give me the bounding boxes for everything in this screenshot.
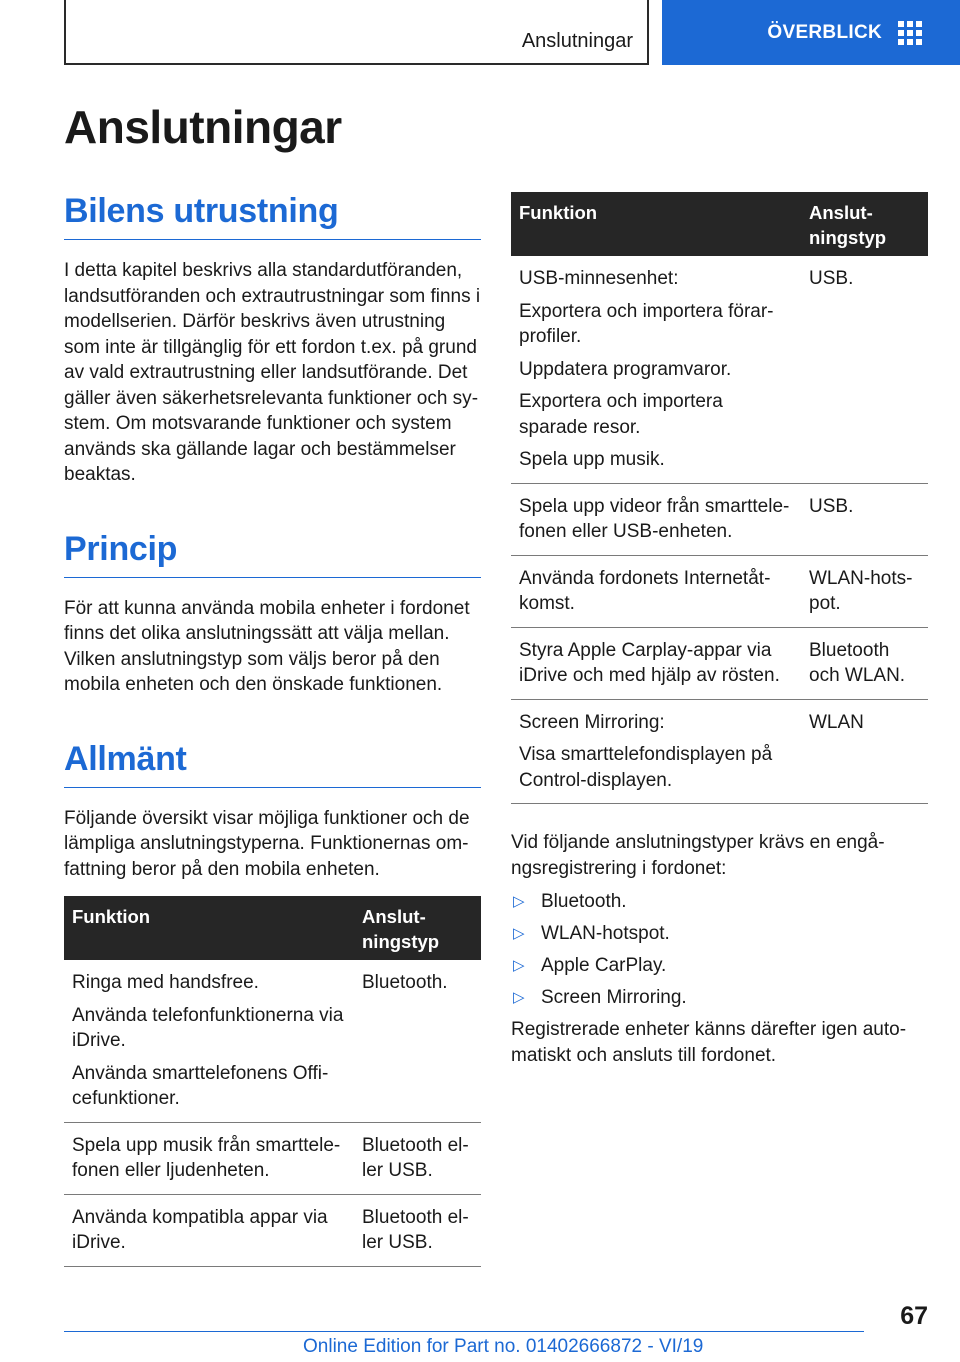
- header-section-label: Anslutningar: [521, 30, 633, 52]
- function-line: Exportera och importera sparade resor.: [519, 391, 723, 438]
- registration-intro: Vid följande anslutningstyper krävs en engångsregistrering i fordonet:: [511, 832, 885, 879]
- function-line: Visa smarttelefondisplayen på Control-displayen.: [519, 744, 773, 791]
- footer-edition-link[interactable]: Online Edition for Part no. 01402666872 - VI/19: [303, 1336, 704, 1357]
- left-column: [64, 192, 481, 1267]
- table-header-connection: Anslutningstyp: [354, 896, 481, 960]
- list-item: [511, 985, 928, 1010]
- function-line: Exportera och importera förarprofiler.: [519, 300, 774, 347]
- function-cell: [511, 483, 801, 555]
- table-header-function: Funktion: [64, 896, 354, 960]
- section-text-general: Följande översikt visar möjliga funktioner och de lämpliga anslutningstyperna. Funktionernas omfattning beror på den mobila enheten.: [64, 807, 470, 880]
- section-title-principle: Princip: [64, 530, 481, 578]
- page-number: 67: [900, 1302, 928, 1330]
- function-line: Använda telefonfunktionerna via iDrive.: [72, 1004, 344, 1051]
- function-line: Spela upp musik från smarttelefonen eller ljudenheten.: [72, 1134, 341, 1181]
- overview-label: ÖVERBLICK: [767, 21, 882, 43]
- list-item-label: Apple CarPlay.: [541, 955, 667, 976]
- function-cell: [64, 1194, 354, 1266]
- function-line: Styra Apple Carplay-appar via iDrive och med hjälp av rösten.: [519, 639, 780, 686]
- table-row: [511, 555, 928, 627]
- overview-button[interactable]: [662, 0, 960, 65]
- registration-list: [511, 889, 928, 1010]
- table-row: [511, 256, 928, 483]
- table-row: [511, 699, 928, 804]
- header-section-tab: [64, 0, 649, 65]
- right-column: [511, 192, 928, 1068]
- footer-divider: [64, 1331, 864, 1332]
- table-row: [64, 1122, 481, 1194]
- table-header-connection: Anslutningstyp: [801, 192, 928, 256]
- connection-cell: USB.: [801, 256, 928, 483]
- function-cell: [64, 1122, 354, 1194]
- function-line: Använda fordonets Internetåtkomst.: [519, 567, 771, 614]
- function-cell: [64, 960, 354, 1122]
- connection-cell: Bluetooth.: [354, 960, 481, 1122]
- table-row: [511, 483, 928, 555]
- list-item: [511, 921, 928, 946]
- function-line: Uppdatera programvaror.: [519, 358, 732, 380]
- function-line: Spela upp musik.: [519, 449, 665, 470]
- registration-outro: Registrerade enheter känns därefter igen automatiskt och ansluts till fordonet.: [511, 1019, 907, 1066]
- list-item-label: Screen Mirroring.: [541, 987, 687, 1008]
- section-title-equipment: Bilens utrustning: [64, 192, 481, 240]
- function-line: Ringa med handsfree.: [72, 972, 259, 993]
- connection-cell: Bluetooth eller USB.: [354, 1194, 481, 1266]
- triangle-right-icon: ▷: [513, 989, 525, 1006]
- function-line: Screen Mirroring:: [519, 711, 665, 733]
- function-cell: [511, 555, 801, 627]
- section-text-equipment: I detta kapitel beskrivs alla standardutföranden, landsutföranden och extrautrustningar som finns i modellserien. Därför beskrivs även utrustning som inte är tillgänglig för ett fordon t.ex. på grund av vald extrautrustning eller landsutförande. Det gäller även säkerhetsrelevanta funktioner och system. Om motsvarande funktioner och system används ska gällande lagar och bestämmelser beaktas.: [64, 260, 481, 485]
- triangle-right-icon: ▷: [513, 957, 525, 974]
- connection-cell: Bluetooth eller USB.: [354, 1122, 481, 1194]
- table-row: [511, 627, 928, 699]
- triangle-right-icon: ▷: [513, 893, 525, 910]
- section-title-general: Allmänt: [64, 740, 481, 788]
- connection-cell: WLAN-hotspot.: [801, 555, 928, 627]
- connection-cell: USB.: [801, 483, 928, 555]
- function-cell: [511, 699, 801, 804]
- list-item-label: WLAN-hotspot.: [541, 923, 670, 944]
- section-text-principle: För att kunna använda mobila enheter i fordonet finns det olika anslutningssätt att välja mellan. Vilken anslutningstyp som väljs beror på den mobila enheten och den önskade funktionen.: [64, 597, 470, 695]
- grid-icon: [898, 21, 922, 45]
- function-line: Använda kompatibla appar via iDrive.: [72, 1206, 328, 1253]
- function-table-left: [64, 896, 481, 1267]
- list-item-label: Bluetooth.: [541, 891, 627, 912]
- triangle-right-icon: ▷: [513, 925, 525, 942]
- table-header-function: Funktion: [511, 192, 801, 256]
- table-row: [64, 1194, 481, 1266]
- function-cell: [511, 627, 801, 699]
- list-item: [511, 953, 928, 978]
- connection-cell: WLAN: [801, 699, 928, 804]
- list-item: [511, 889, 928, 914]
- function-line: Spela upp videor från smarttelefonen eller USB-enheten.: [519, 495, 790, 542]
- function-line: Använda smarttelefonens Officefunktioner.: [72, 1062, 329, 1109]
- connection-cell: Bluetooth och WLAN.: [801, 627, 928, 699]
- function-line: USB-minnesenhet:: [519, 268, 679, 289]
- function-table-right: [511, 192, 928, 804]
- table-row: [64, 960, 481, 1122]
- function-cell: [511, 256, 801, 483]
- page-title: Anslutningar: [64, 101, 342, 153]
